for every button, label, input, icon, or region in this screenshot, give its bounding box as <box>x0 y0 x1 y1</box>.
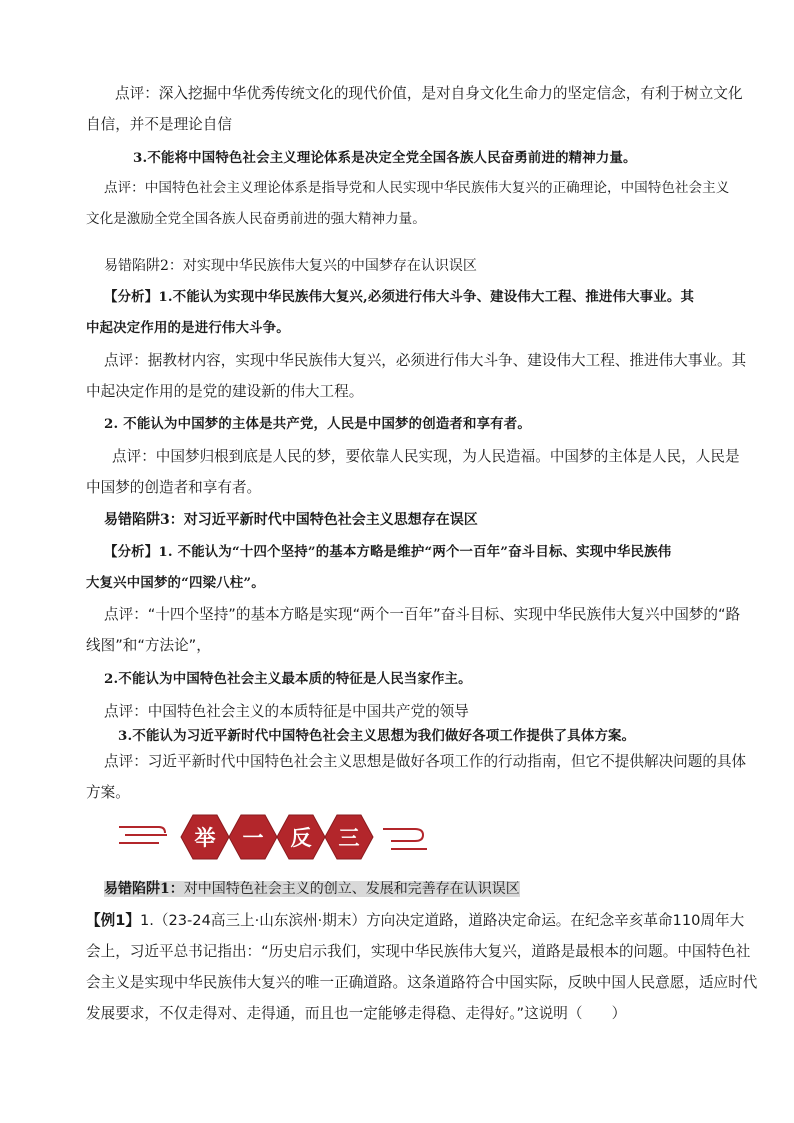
right-ornament <box>383 829 427 849</box>
example-line-4: 发展要求，不仅走得对、走得通，而且也一定能够走得稳、走得好。”这说明（ ） <box>86 1005 627 1022</box>
analysis-2-cont: 大复兴中国梦的“四梁八柱”。 <box>86 575 265 591</box>
comment-paragraph-3: 点评：据教材内容，实现中华民族伟大复兴，必须进行伟大斗争、建设伟大工程、推进伟大事业。其 <box>104 352 747 369</box>
banner-hexagons <box>181 815 373 859</box>
section-banner <box>115 805 435 869</box>
example-line-2: 会上，习近平总书记指出：“历史启示我们，实现中华民族伟大复兴，道路是最根本的问题。中国特色社 <box>86 943 751 960</box>
trap-1-text: 对中国特色社会主义的创立、发展和完善存在认识误区 <box>183 881 520 897</box>
trap-1-label: 易错陷阱1： <box>104 881 184 897</box>
comment-paragraph-5-cont: 线图”和“方法论”， <box>86 637 211 654</box>
banner-char-4: 三 <box>338 826 360 850</box>
trap-2-heading: 易错陷阱2：对实现中华民族伟大复兴的中国梦存在认识误区 <box>104 258 477 274</box>
point-3-statement: 3.不能将中国特色社会主义理论体系是决定全党全国各族人民奋勇前进的精神力量。 <box>133 150 637 166</box>
example-line-1 <box>86 911 744 931</box>
example-line-3: 会主义是实现中华民族伟大复兴的唯一正确道路。这条道路符合中国实际，反映中国人民意愿，适应时代 <box>86 974 758 991</box>
comment-paragraph-1-cont: 自信，并不是理论自信 <box>86 116 232 133</box>
comment-paragraph-5: 点评：“十四个坚持”的基本方略是实现“两个一百年”奋斗目标、实现中华民族伟大复兴中国梦的“路 <box>104 606 741 623</box>
analysis-1-cont: 中起决定作用的是进行伟大斗争。 <box>86 320 290 336</box>
trap-3-heading: 易错陷阱3：对习近平新时代中国特色社会主义思想存在误区 <box>104 512 478 528</box>
comment-paragraph-7-cont: 方案。 <box>86 784 130 801</box>
left-ornament <box>119 827 167 843</box>
trap-1-heading <box>104 879 520 899</box>
example-text-1: 1.（23-24高三上·山东滨州·期末）方向决定道路，道路决定命运。在纪念辛亥革命110周年大 <box>139 912 745 929</box>
banner-char-2: 一 <box>242 826 264 850</box>
comment-paragraph-3-cont: 中起决定作用的是党的建设新的伟大工程。 <box>86 383 364 400</box>
point-2-statement: 2. 不能认为中国梦的主体是共产党，人民是中国梦的创造者和享有者。 <box>104 416 531 432</box>
comment-paragraph-2-cont: 文化是激励全党全国各族人民奋勇前进的强大精神力量。 <box>86 211 426 227</box>
analysis-2: 【分析】1. 不能认为“十四个坚持”的基本方略是维护“两个一百年”奋斗目标、实现中华民族伟 <box>104 544 672 560</box>
comment-paragraph-7: 点评：习近平新时代中国特色社会主义思想是做好各项工作的行动指南，但它不提供解决问题的具体 <box>104 753 747 770</box>
banner-char-3: 反 <box>290 826 312 850</box>
comment-paragraph-4-cont: 中国梦的创造者和享有者。 <box>86 479 262 496</box>
analysis-1: 【分析】1.不能认为实现中华民族伟大复兴,必须进行伟大斗争、建设伟大工程、推进伟大事业。其 <box>104 289 695 305</box>
point-2b-statement: 2.不能认为中国特色社会主义最本质的特征是人民当家作主。 <box>104 671 472 687</box>
comment-paragraph-1: 点评：深入挖掘中华优秀传统文化的现代价值，是对自身文化生命力的坚定信念，有利于树立文化 <box>115 85 743 102</box>
point-3b-statement: 3.不能认为习近平新时代中国特色社会主义思想为我们做好各项工作提供了具体方案。 <box>118 728 636 744</box>
comment-paragraph-6: 点评：中国特色社会主义的本质特征是中国共产党的领导 <box>104 703 469 720</box>
banner-char-1: 举 <box>194 826 216 850</box>
example-label: 【例1】 <box>86 912 140 929</box>
comment-paragraph-4: 点评：中国梦归根到底是人民的梦，要依靠人民实现，为人民造福。中国梦的主体是人民，人民是 <box>112 448 740 465</box>
comment-paragraph-2: 点评：中国特色社会主义理论体系是指导党和人民实现中华民族伟大复兴的正确理论，中国特色社会主义 <box>104 180 730 196</box>
